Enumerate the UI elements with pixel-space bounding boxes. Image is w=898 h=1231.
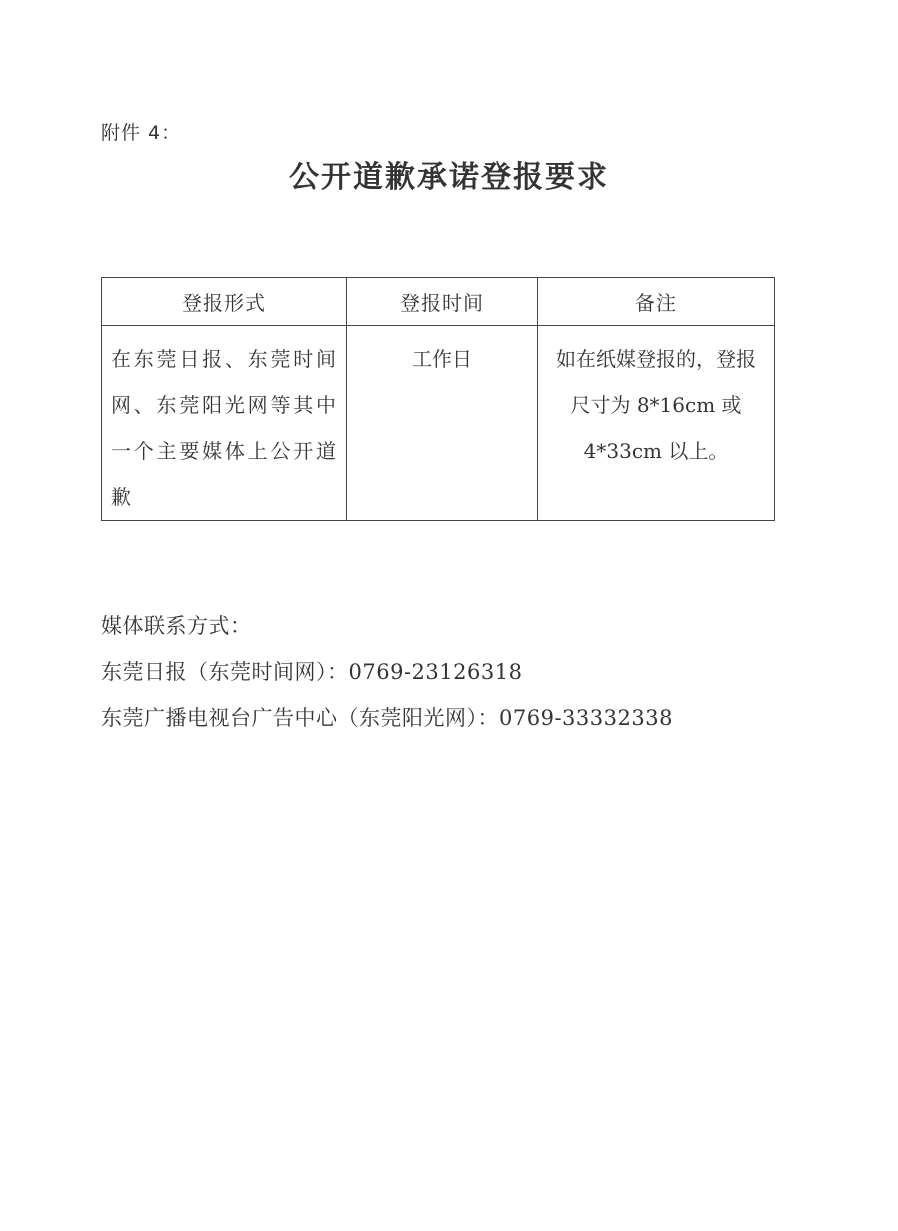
document-title: 公开道歉承诺登报要求 xyxy=(289,160,609,195)
table-row xyxy=(102,326,775,521)
media-contacts xyxy=(101,603,673,741)
requirements-table xyxy=(101,277,775,521)
column-header-form: 登报形式 xyxy=(102,278,347,326)
contact-line-dongguan-daily: 东莞日报（东莞时间网）：0769-23126318 xyxy=(101,660,523,684)
attachment-label: 附件 4： xyxy=(101,122,182,144)
cell-note: 如在纸媒登报的，登报尺寸为 8*16cm 或 4*33cm 以上。 xyxy=(538,326,775,521)
cell-form: 在东莞日报、东莞时间网、东莞阳光网等其中一个主要媒体上公开道歉 xyxy=(102,326,347,521)
column-header-time: 登报时间 xyxy=(347,278,538,326)
contacts-heading: 媒体联系方式： xyxy=(101,614,252,638)
column-header-note: 备注 xyxy=(538,278,775,326)
cell-time: 工作日 xyxy=(347,326,538,521)
table-header-row xyxy=(102,278,775,326)
contact-line-dongguan-tv: 东莞广播电视台广告中心（东莞阳光网）：0769-33332338 xyxy=(101,706,673,730)
